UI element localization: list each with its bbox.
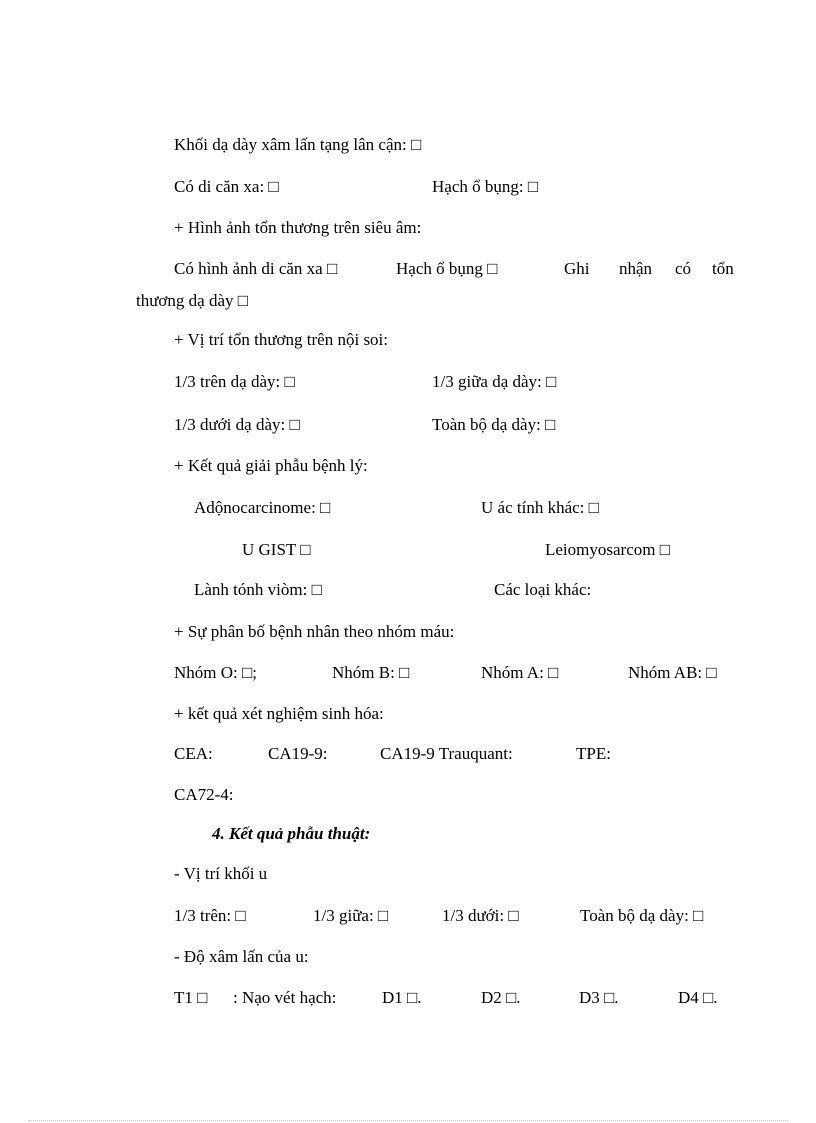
text-line: Hạch ổ bụng □ bbox=[396, 259, 498, 278]
text-line: D1 □. bbox=[382, 988, 422, 1007]
text-word: tổn bbox=[712, 259, 734, 278]
text-line: 1/3 giữa dạ dày: □ bbox=[432, 372, 557, 391]
text-line: Nhóm B: □ bbox=[332, 663, 410, 682]
text-line: Nhóm AB: □ bbox=[628, 663, 717, 682]
text-line: T1 □ bbox=[174, 988, 208, 1007]
text-line: CA19-9: bbox=[268, 744, 328, 763]
text-line: Có hình ảnh di căn xa □ bbox=[174, 259, 338, 278]
text-line: 1/3 trên: □ bbox=[174, 906, 246, 925]
text-line: 1/3 trên dạ dày: □ bbox=[174, 372, 295, 391]
text-line: 1/3 giữa: □ bbox=[313, 906, 389, 925]
text-line: Toàn bộ dạ dày: □ bbox=[580, 906, 704, 925]
text-line: Hạch ổ bụng: □ bbox=[432, 177, 539, 196]
text-line: U ác tính khác: □ bbox=[481, 498, 599, 517]
section-line: + Hình ảnh tổn thương trên siêu âm: bbox=[174, 218, 422, 237]
text-line: Các loại khác: bbox=[494, 580, 592, 599]
text-line: : Nạo vét hạch: bbox=[233, 988, 337, 1007]
text-line: TPE: bbox=[576, 744, 611, 763]
section-line: + Vị trí tổn thương trên nội soi: bbox=[174, 330, 389, 349]
text-line: Có di căn xa: □ bbox=[174, 177, 279, 196]
section-line: + Sự phân bố bệnh nhân theo nhóm máu: bbox=[174, 622, 455, 641]
text-line: Nhóm O: □; bbox=[174, 663, 257, 682]
text-line: - Vị trí khối u bbox=[174, 864, 268, 883]
text-line: - Độ xâm lấn của u: bbox=[174, 947, 309, 966]
section-line: + Kết quả giải phẫu bệnh lý: bbox=[174, 456, 368, 475]
text-word: có bbox=[675, 259, 692, 278]
text-line: CEA: bbox=[174, 744, 213, 763]
text-line: Khối dạ dày xâm lấn tạng lân cận: □ bbox=[174, 135, 422, 154]
section-heading: 4. Kết quả phẫu thuật: bbox=[212, 824, 371, 843]
page-divider bbox=[28, 1120, 788, 1121]
text-line: D3 □. bbox=[579, 988, 619, 1007]
text-line: D4 □. bbox=[678, 988, 718, 1007]
text-line: U GIST □ bbox=[242, 540, 311, 559]
section-line: + kết quả xét nghiệm sinh hóa: bbox=[174, 704, 384, 723]
text-word: nhận bbox=[619, 259, 653, 278]
text-line: 1/3 dưới dạ dày: □ bbox=[174, 415, 300, 434]
text-line: Leiomyosarcom □ bbox=[545, 540, 670, 559]
text-line: Lành tónh viòm: □ bbox=[194, 580, 322, 599]
text-line: CA72-4: bbox=[174, 785, 234, 804]
text-line: D2 □. bbox=[481, 988, 521, 1007]
text-line: Toàn bộ dạ dày: □ bbox=[432, 415, 556, 434]
text-line: CA19-9 Trauquant: bbox=[380, 744, 513, 763]
text-word: Ghi bbox=[564, 259, 590, 278]
text-line: Adộnocarcinome: □ bbox=[194, 498, 331, 517]
text-line: Nhóm A: □ bbox=[481, 663, 559, 682]
text-line: thương dạ dày □ bbox=[136, 291, 249, 310]
text-line: 1/3 dưới: □ bbox=[442, 906, 519, 925]
